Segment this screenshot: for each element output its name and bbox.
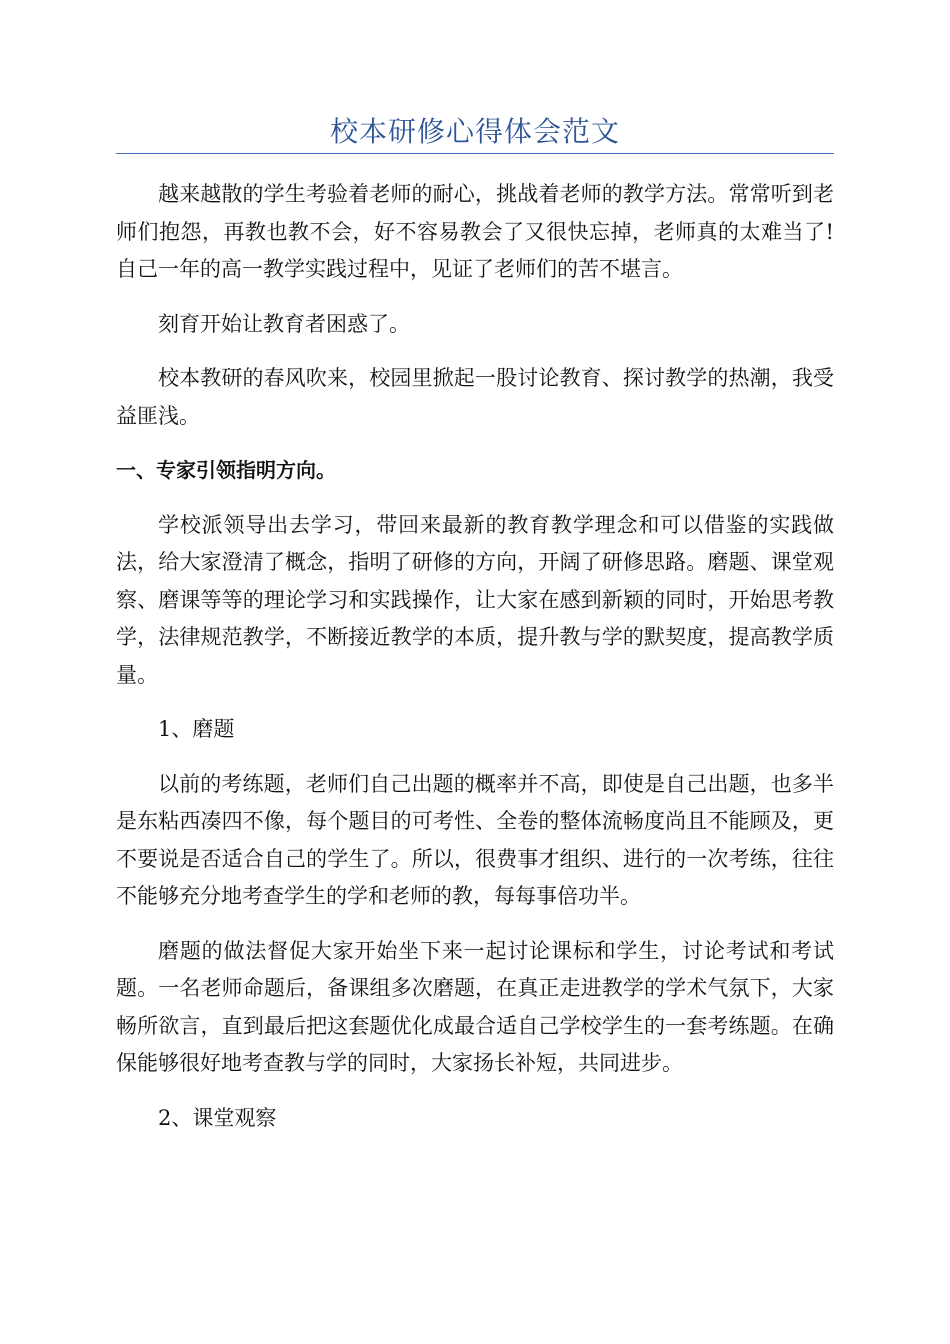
section-heading-expert-guidance: 一、专家引领指明方向。 [116, 458, 336, 482]
title-underline [116, 153, 834, 154]
paragraph-polishing-practice: 磨题的做法督促大家开始坐下来一起讨论课标和学生，讨论考试和考试题。一名老师命题后，备课组多次磨题，在真正走进教学的学术气氛下，大家畅所欲言，直到最后把这套题优化成最合适自己学校学生的一套考练题。在确保能够很好地考查教与学的同时，大家扬长补短，共同进步。 [116, 938, 834, 1075]
paragraph-old-exams: 以前的考练题，老师们自己出题的概率并不高，即使是自己出题，也多半是东粘西凑四不像，每个题目的可考性、全卷的整体流畅度尚且不能顾及，更不要说是否适合自己的学生了。所以，很费事才组织、进行的一次考练，往往不能够充分地考查学生的学和老师的教，每每事倍功半。 [116, 771, 834, 908]
paragraph-expert-guidance: 学校派领导出去学习，带回来最新的教育教学理念和可以借鉴的实践做法，给大家澄清了概念，指明了研修的方向，开阔了研修思路。磨题、课堂观察、磨课等等的理论学习和实践操作，让大家在感到新颖的同时，开始思考教学，法律规范教学，不断接近教学的本质，提升教与学的默契度，提高教学质量。 [116, 512, 834, 687]
paragraph-intro: 越来越散的学生考验着老师的耐心，挑战着老师的教学方法。常常听到老师们抱怨，再教也教不会，好不容易教会了又很快忘掉，老师真的太难当了!自己一年的高一教学实践过程中，见证了老师们的苦不堪言。 [116, 182, 834, 281]
document-title: 校本研修心得体会范文 [329, 115, 620, 148]
paragraph-school-research: 校本教研的春风吹来，校园里掀起一股讨论教育、探讨教学的热潮，我受益匪浅。 [116, 366, 834, 428]
subheading-polishing-questions: 1、磨题 [158, 717, 235, 741]
subheading-classroom-observation: 2、课堂观察 [158, 1105, 277, 1130]
document-body [116, 176, 834, 1154]
paragraph-confusion: 刻育开始让教育者困惑了。 [158, 311, 410, 336]
